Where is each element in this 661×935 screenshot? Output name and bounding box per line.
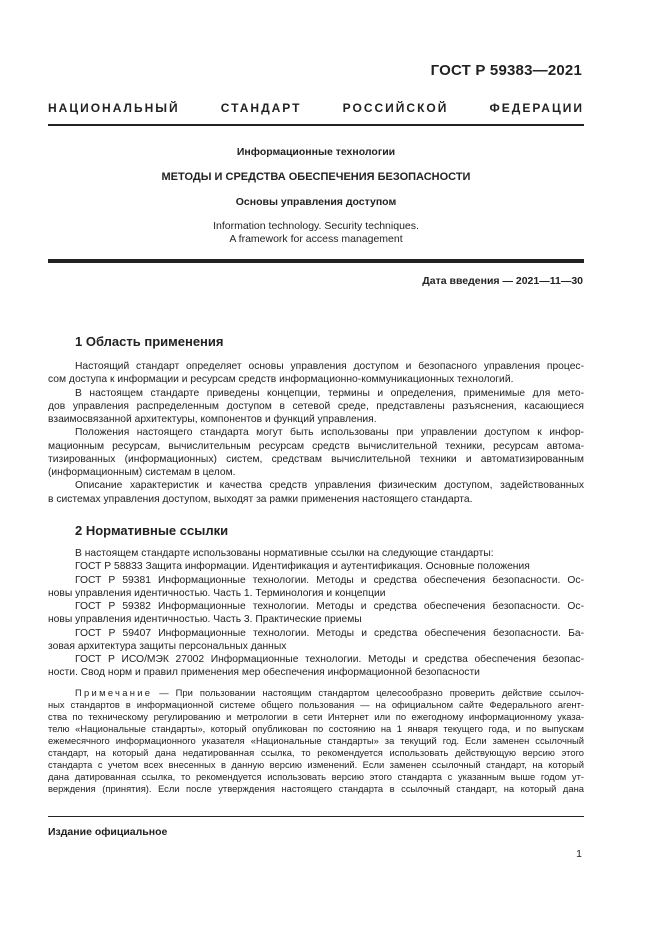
note-label: Примечание: [75, 687, 153, 698]
text-line: мационным ресурсам, вычислительным ресурсам средств вычислительной техники, ресурсам автома-: [48, 440, 584, 452]
note-line: ежемесячного информационного указателя «Национальные стандарты» за текущий год. Если заменен ссылочный: [48, 735, 584, 746]
note-first-line: [48, 687, 584, 699]
footer-rule: [48, 816, 584, 817]
title-subtitle-2: Основы управления доступом: [235, 196, 397, 208]
title-subtitle-1: Информационные технологии: [236, 146, 396, 158]
text-line: ГОСТ Р ИСО/МЭК 27002 Информационные технологии. Методы и средства обеспечения безопас-: [75, 654, 584, 665]
note-line: стандарт, на который дана недатированная ссылка, то рекомендуется использовать действующую версию этого: [48, 747, 584, 758]
note-first-line-text: — При пользовании настоящим стандартом целесообразно проверить действие ссылоч-: [159, 687, 584, 698]
english-title-line-2: A framework for access management: [229, 233, 403, 245]
section-1-heading: 1 Область применения: [75, 334, 224, 349]
text-line: ГОСТ Р 58833 Защита информации. Идентификация и аутентификация. Основные положения: [75, 561, 530, 573]
text-line: взаимосвязанной архитектуры, компонентов и функций управления.: [48, 414, 377, 425]
note-block: [48, 687, 584, 795]
text-line: В настоящем стандарте приведены концепции, термины и определения, применимые для мето-: [75, 387, 584, 399]
section-1-body: [48, 360, 584, 506]
note-line: верждения (принятия). Если после утверждения настоящего стандарта в ссылочный стандарт, на который дана: [48, 783, 584, 794]
note-line: дана датированная ссылка, то рекомендуется использовать версию этого стандарта с указанным выше годом ут-: [48, 771, 584, 782]
introduction-date: Дата введения — 2021—11—30: [422, 275, 583, 287]
official-edition-label: Издание официальное: [48, 826, 168, 838]
text-line: сом доступа к информации и ресурсам средств информационно-коммуникационных технологий.: [48, 374, 514, 386]
text-line: новы управления идентичностью. Часть 3. Практические приемы: [48, 614, 362, 626]
text-line: тизированных (информационных) систем, средствам вычислительной техники и автоматизированным: [48, 453, 584, 465]
text-line: Положения настоящего стандарта могут быть использованы при управлении доступом к инфор-: [75, 427, 584, 439]
text-line: новы управления идентичностью. Часть 1. Терминология и концепции: [48, 587, 386, 599]
text-line: Настоящий стандарт определяет основы управления доступом и безопасного управления процес-: [75, 361, 584, 372]
note-line: телю «Национальные стандарты», который опубликован по состоянию на 1 января текущего года, и по выпускам: [48, 723, 584, 734]
note-line: ства по техническому регулированию и метрологии в сети Интернет или по ежегодному информационному указа-: [48, 711, 584, 722]
note-line: стандарта с учетом всех внесенных в данную версию изменений. Если заменен ссылочный стандарт, на который: [48, 759, 584, 770]
english-title-line-1: Information technology. Security techniques.: [213, 220, 419, 232]
section-2-heading: 2 Нормативные ссылки: [75, 523, 229, 538]
title-bottom-rule: [48, 259, 584, 263]
title-main: МЕТОДЫ И СРЕДСТВА ОБЕСПЕЧЕНИЯ БЕЗОПАСНОСТИ: [161, 171, 471, 183]
text-line: дов управления распределенным доступом в сетевой среде, представлены разъяснения, касающиеся: [48, 400, 584, 412]
text-line: В настоящем стандарте использованы нормативные ссылки на следующие стандарты:: [75, 548, 494, 559]
document-number: ГОСТ Р 59383—2021: [430, 62, 582, 79]
text-line: ГОСТ Р 59381 Информационные технологии. Методы и средства обеспечения безопасности. Ос-: [75, 574, 584, 586]
page-number: 1: [576, 848, 582, 860]
note-line: ных стандартов в информационной системе общего пользования — на официальном сайте Федерального агент-: [48, 699, 584, 710]
national-standard-heading: НАЦИОНАЛЬНЫЙ СТАНДАРТ РОССИЙСКОЙ ФЕДЕРАЦИИ: [48, 101, 584, 115]
text-line: Описание характеристик и качества средств управления физическим доступом, задействованных: [75, 480, 584, 492]
text-line: в системах управления доступом, выходят за рамки применения настоящего стандарта.: [48, 493, 473, 505]
top-rule: [48, 124, 584, 126]
english-title: [48, 220, 584, 246]
section-2-body: [48, 547, 584, 680]
text-line: ности. Свод норм и правил применения мер обеспечения информационной безопасности: [48, 667, 480, 679]
text-line: (информационным) системам в целом.: [48, 467, 236, 478]
text-line: ГОСТ Р 59407 Информационные технологии. Методы и средства обеспечения безопасности. Ба-: [75, 627, 584, 639]
text-line: ГОСТ Р 59382 Информационные технологии. Методы и средства обеспечения безопасности. Ос-: [75, 601, 584, 612]
text-line: зовая архитектура защиты персональных данных: [48, 640, 287, 652]
